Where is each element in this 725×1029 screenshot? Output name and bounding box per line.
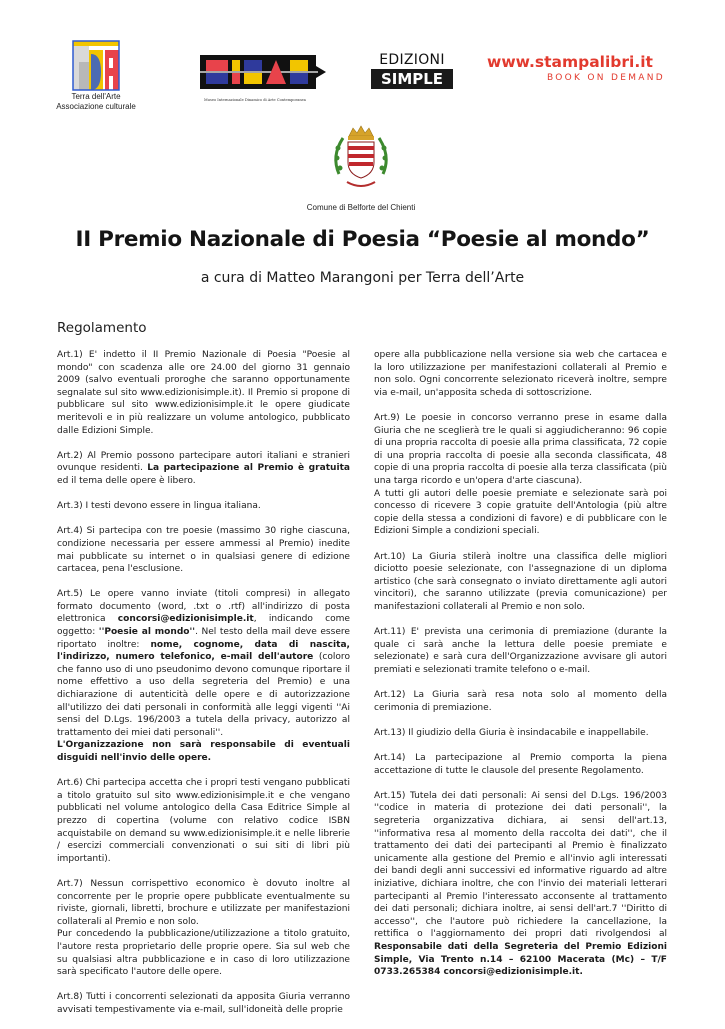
article-5-subject-intro: , indicando come oggetto: — [57, 614, 350, 638]
simple-logo-top: EDIZIONI — [379, 52, 445, 68]
article-5-email[interactable]: concorsi@edizionisimple.it — [117, 614, 254, 625]
article-2 — [57, 450, 350, 488]
page-subtitle: a cura di Matteo Marangoni per Terra dell’Arte — [200, 270, 525, 286]
article-15-text: Art.15) Tutela dei dati personali: Ai sensi del D.Lgs. 196/2003 ''codice in materia di protezione dei dati personali'', la segreteria organizzativa dichiara, ai sensi dell'art.13, ''informativa resa al momento della raccolta dei dati'', che il trattamento dei dati dei partecipanti al Premio è finalizzato unicamente alla gestione del Premio e all'invio agli interessati dei bandi degli anni successivi ed informative riguardo ad altre iniziative, dichiara inoltre, che con l'invio dei materiali letterari partecipanti al Premio l'interessato acconsente al trattamento dei dati personali; dichiara inoltre, ai sensi dell'art.7 ''Diritto di accesso'', che l'autore può richiedere la cancellazione, la rettifica o l'aggiornamento dei propri dati rivolgendosi al — [374, 790, 667, 940]
article-14: Art.14) La partecipazione al Premio comporta la piena accettazione di tutte le clausole del presente Regolamento. — [374, 753, 667, 776]
article-7-continued: Pur concedendo la pubblicazione/utilizzazione a titolo gratuito, l'autore resta proprietario delle proprie opere. Sia sul web che su qualsiasi altra pubblicazione e in caso di loro utilizzazione sarà specificato l'autore delle opere. — [57, 929, 350, 978]
article-9-continued: A tutti gli autori delle poesie premiate e selezionate sarà poi concesso di ricevere 3 copie gratuite dell'Antologia (più altre copie della stessa a condizioni di favore) e di pubblicare con le Edizioni Simple a condizioni speciali. — [374, 488, 667, 537]
left-column — [57, 349, 350, 1029]
article-13: Art.13) Il giudizio della Giuria è insindacabile e inappellabile. — [374, 727, 649, 738]
article-2-end: ed il tema delle opere è libero. — [57, 475, 196, 486]
stampalibri-logo — [487, 53, 667, 83]
article-11: Art.11) E' prevista una cerimonia di premiazione (durante la quale ci sarà anche la lettura delle poesie premiate e selezionate) e sarà cura dell'Organizzazione avvisare gli autori premiati e selezionati tramite telefono o e-mail. — [374, 627, 667, 675]
article-3: Art.3) I testi devono essere in lingua italiana. — [57, 501, 261, 512]
section-heading: Regolamento — [57, 320, 147, 336]
midac-caption: Museo Internazionale Dinamico di Arte Contemporanea — [204, 98, 306, 102]
article-8-continued: opere alla pubblicazione nella versione sia web che cartacea e la loro utilizzazione per manifestazioni collaterali al Premio e non solo. Ogni concorrente selezionato riceverà inoltre, sempre via e-mail, un'apposita scheda di sottoscrizione. — [374, 350, 667, 398]
article-5-fields: nome, cognome, data di nascita, l'indirizzo, numero telefonico, e-mail dell'autore — [57, 639, 350, 663]
article-9: Art.9) Le poesie in concorso verranno prese in esame dalla Giuria che ne sceglierà tre le quali si aggiudicheranno: 96 copie di una propria raccolta di poesie alla prima classificata, 72 copie di una propria raccolta di poesie alla seconda classificata, 48 copie di una propria raccolta di poesie alla terza classificata (più una targa ricordo e un'opera d'arte ciascuna). — [374, 412, 667, 486]
article-10: Art.10) La Giuria stilerà inoltre una classifica delle migliori diciotto poesie selezionate, con l'assegnazione di un diploma artistico (che sarà consegnato o inviato direttamente agli autori vincitori), che saranno utilizzate (previa comunicazione) per manifestazioni collaterali al Premio e non solo. — [374, 551, 667, 612]
simple-logo-bottom: SIMPLE — [371, 69, 453, 89]
article-5-text: Art.5) Le opere vanno inviate (titoli compresi) in allegato formato documento (word, .txt o .rtf) all'indirizzo di posta elettronica — [57, 589, 350, 625]
article-5-subject: ''Poesie al mondo'' — [98, 627, 196, 638]
article-1: Art.1) E' indetto il II Premio Nazionale di Poesia "Poesie al mondo" con scadenza alle ore 24.00 del giorno 31 gennaio 2009 (salvo eventuali proroghe che saranno opportunamente segnalate sul sito www.edizionisimple.it). Il Premio si propone di pubblicare sul sito www.edizionisimple.it le opere giudicate meritevoli e in più realizzare un volume antologico, pubblicato dalle Edizioni Simple. — [57, 350, 350, 436]
article-6: Art.6) Chi partecipa accetta che i propri testi vengano pubblicati a titolo gratuito sul sito www.edizionisimple.it e che vengano pubblicati nel volume antologico della Casa Editrice Simple al prezzo di copertina (volume con relativo codice ISBN acquistabile on demand su www.edizionisimple.it e nelle librerie / esercizi commerciali convenzionati o sui siti di libri più importanti). — [57, 778, 350, 864]
article-5-disclaimer: L'Organizzazione non sarà responsabile di eventuali disguidi nell'invio delle opere. — [57, 740, 350, 763]
midac-wordmark-icon — [200, 52, 326, 92]
article-15 — [374, 790, 667, 979]
article-2-text: Art.2) Al Premio possono partecipare autori italiani e stranieri ovunque residenti. — [57, 450, 350, 474]
terra-caption-name: Terra dell'Arte — [71, 92, 121, 101]
terra-arte-emblem-icon — [71, 40, 121, 92]
stampalibri-tagline: BOOK ON DEMAND — [546, 73, 665, 83]
article-5-mail-intro: . Nel testo della mail deve essere riportato inoltre: — [57, 627, 350, 650]
right-column — [374, 349, 667, 991]
article-2-bold: La partecipazione al Premio è gratuita — [147, 463, 350, 474]
article-7: Art.7) Nessun corrispettivo economico è dovuto inoltre al concorrente per le proprie opere pubblicate eventualmente su riviste, giornali, libretti, brochure e utilizzate per manifestazioni collaterali al Premio e non solo. — [57, 878, 350, 927]
stampalibri-url[interactable]: www.stampalibri.it — [487, 53, 653, 71]
edizioni-simple-logo — [371, 52, 453, 89]
article-8: Art.8) Tutti i concorrenti selezionati da apposita Giuria verranno avvisati tempestivamente via e-mail, sull'idoneità delle proprie — [57, 992, 350, 1015]
terra-caption-association: Associazione culturale — [56, 102, 136, 111]
page-title: II Premio Nazionale di Poesia “Poesie al mondo” — [75, 227, 650, 252]
comune-logo — [296, 124, 426, 212]
comune-caption: Comune di Belforte del Chienti — [306, 203, 416, 212]
article-4: Art.4) Si partecipa con tre poesie (massimo 30 righe ciascuna, condizione necessaria per essere ammessi al Premio) inedite mai pubblicate su internet o in qualsiasi genere di edizione cartacea, pena l'esclusione. — [57, 526, 350, 575]
article-5-details: (coloro che fanno uso di uno pseudonimo devono comunque riportare il nome effettivo a uso della segreteria del Premio) e una dichiarazione di autenticità delle opere e di autorizzazione all'utilizzo dei dati personali in conformità alle leggi vigenti ''Ai sensi del D.Lgs. 196/2003 a tutela della privacy, autorizzo al trattamento dei miei dati personali''. — [57, 652, 350, 738]
article-5 — [57, 588, 350, 739]
article-15-contact: Responsabile dati della Segreteria del Premio Edizioni Simple, Via Trento n.14 – 62100 Macerata (Mc) – T/F 0733.265384 concorsi@edizionisimple.it. — [374, 941, 667, 978]
coat-of-arms-icon — [329, 124, 393, 194]
terra-arte-logo — [56, 40, 136, 112]
midac-logo — [200, 52, 328, 104]
article-12: Art.12) La Giuria sarà resa nota solo al momento della cerimonia di premiazione. — [374, 690, 667, 713]
